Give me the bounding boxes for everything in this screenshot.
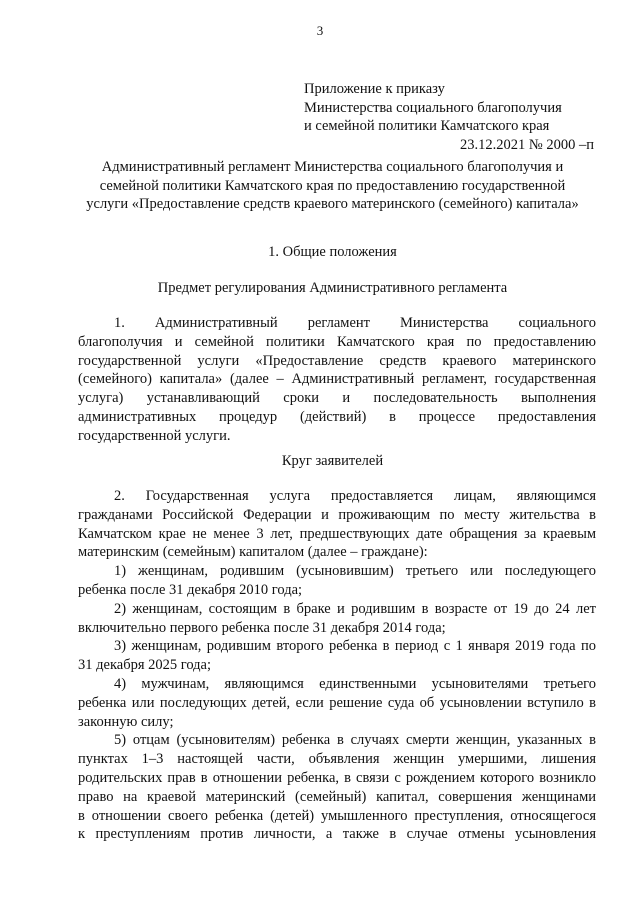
list-item-line: 3) женщинам, родившим второго ребенка в период с 1 января 2019 года по [114, 638, 596, 655]
list-item-line: ребенка после 31 декабря 2010 года; [78, 581, 303, 598]
title-line: семейной политики Камчатского края по предоставлению государственной [99, 177, 566, 194]
appendix-date-number: 23.12.2021 № 2000 –п [460, 136, 594, 153]
paragraph-line: материнским (семейным) капиталом (далее – граждане): [78, 544, 428, 561]
paragraph-line: гражданами Российской Федерации и проживающим по месту жительства в [78, 506, 596, 523]
list-item-line: ребенка или последующих детей, если решение суда об усыновлении вступило в [78, 694, 596, 711]
appendix-header [304, 80, 594, 154]
document-title [60, 158, 605, 214]
appendix-line: Приложение к приказу [304, 81, 445, 97]
paragraph-line: Камчатском крае не менее 3 лет, предшествующих дате обращения за краевым [78, 525, 596, 542]
page-number: 3 [316, 23, 324, 38]
list-item-line: включительно первого ребенка после 31 декабря 2014 года; [78, 619, 446, 636]
list-item-line: 4) мужчинам, являющимся единственными усыновителями третьего [114, 675, 596, 692]
paragraph-line: государственной услуги «Предоставление средств краевого материнского [78, 352, 596, 369]
subheading-applicants: Круг заявителей [281, 453, 384, 469]
list-item-line: родительских прав в отношении ребенка, в связи с рождением которого возникло [78, 769, 596, 786]
paragraph-line: административных процедур (действий) в процессе предоставления [78, 408, 596, 425]
paragraph-line: 2. Государственная услуга предоставляется лицам, являющимся [114, 488, 596, 504]
paragraph-line: государственной услуги. [78, 427, 231, 444]
list-item-line: 31 декабря 2025 года; [78, 657, 212, 674]
list-item-line: в отношении своего ребенка (детей) умышленного преступления, относящегося [78, 807, 596, 824]
subheading-subject: Предмет регулирования Административного регламента [157, 280, 508, 296]
title-line: Административный регламент Министерства социального благополучия и [101, 159, 564, 175]
list-item-line: 5) отцам (усыновителям) ребенка в случаях смерти женщин, указанных в [114, 732, 596, 749]
paragraph-line: (семейного) капитала» (далее – Административный регламент, государственная [78, 371, 596, 388]
paragraph-line: благополучия и семейной политики Камчатского края по предоставлению [78, 333, 596, 350]
paragraph-2 [78, 487, 596, 844]
list-item-line: 2) женщинам, состоящим в браке и родившим в возрасте от 19 до 24 лет [114, 600, 596, 617]
section-heading: 1. Общие положения [268, 244, 397, 260]
list-item-line: 1) женщинам, родившим (усыновившим) третьего или последующего [114, 563, 596, 580]
paragraph-line: 1. Административный регламент Министерства социального [114, 315, 596, 331]
list-item-line: право на краевой материнский (семейный) капитал, совершения женщинами [78, 788, 596, 805]
paragraph-line: услуга) устанавливающий сроки и последовательность выполнения [78, 390, 596, 407]
appendix-line: Министерства социального благополучия [304, 99, 562, 116]
paragraph-1 [78, 314, 596, 446]
appendix-line: и семейной политики Камчатского края [304, 118, 550, 134]
title-line: услуги «Предоставление средств краевого материнского (семейного) капитала» [86, 196, 579, 212]
list-item-line: к преступлениям против личности, а также в случае отмены усыновления [78, 826, 596, 843]
list-item-line: законную силу; [78, 713, 174, 730]
list-item-line: пунктах 1–3 настоящей части, объявления женщин умершими, лишения [78, 751, 596, 768]
